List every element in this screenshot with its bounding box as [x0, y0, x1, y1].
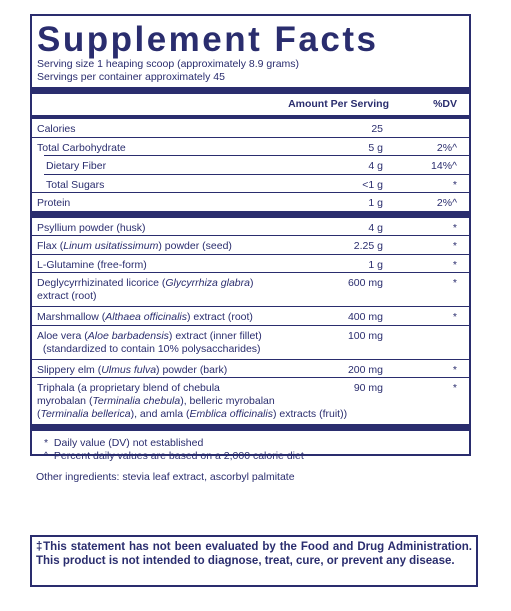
ingredient-name: L-Glutamine (free-form): [37, 258, 147, 271]
nutrient-amount: 4 g: [368, 160, 383, 172]
ingredient-rows: [32, 218, 469, 425]
nutrient-dv: 14%^: [431, 160, 457, 172]
thick-rule: [32, 424, 469, 431]
ingredient-name: Deglycyrrhizinated licorice (Glycyrrhiza glabra) extract (root): [37, 277, 254, 302]
nutrient-row: [32, 138, 469, 156]
footnotes: [32, 431, 469, 462]
footnote-text: Daily value (DV) not established: [53, 437, 204, 449]
serving-size: Serving size 1 heaping scoop (approximately 8.9 grams): [37, 58, 300, 70]
ingredient-row: [32, 218, 469, 236]
nutrient-dv: 2%^: [436, 197, 457, 209]
nutrient-row: [32, 119, 469, 137]
ingredient-amount: 100 mg: [347, 329, 383, 342]
ingredient-amount: 4 g: [368, 221, 383, 234]
nutrient-row: [32, 156, 469, 174]
ingredient-row: [32, 273, 469, 306]
table-header: [32, 94, 469, 115]
nutrient-name: Calories: [37, 123, 76, 135]
ingredient-row: [32, 326, 469, 359]
fda-disclaimer: ‡This statement has not been evaluated by the Food and Drug Administration. This product is not intended to diagnose, treat, cure, or prevent any disease.: [30, 535, 478, 587]
ingredient-name: Flax (Linum usitatissimum) powder (seed): [37, 240, 232, 252]
ingredient-name: Psyllium powder (husk): [37, 221, 146, 234]
ingredient-dv: *: [452, 258, 457, 271]
footnote-symbol: *: [43, 437, 49, 449]
ingredient-name: Aloe vera (Aloe barbadensis) extract (inner fillet) (standardized to contain 10% polysaccharides): [37, 329, 262, 355]
ingredient-row: [32, 360, 469, 378]
ingredient-name: Marshmallow (Althaea officinalis) extract (root): [37, 311, 253, 323]
ingredient-amount: 200 mg: [347, 363, 383, 376]
nutrient-row: [32, 193, 469, 211]
nutrient-name: Total Sugars: [46, 178, 105, 191]
servings-per-container: Servings per container approximately 45: [37, 71, 225, 83]
nutrient-amount: <1 g: [362, 178, 383, 191]
other-ingredients: Other ingredients: stevia leaf extract, ascorbyl palmitate: [36, 471, 295, 483]
ingredient-row: [32, 378, 469, 424]
footnote-dv: [41, 437, 469, 450]
ingredient-row: [32, 307, 469, 325]
ingredient-row: [32, 236, 469, 254]
nutrient-dv: *: [452, 178, 457, 191]
nutrient-row: [32, 175, 469, 193]
thick-rule: [32, 211, 469, 218]
nutrient-rows: [32, 119, 469, 211]
ingredient-dv: *: [452, 311, 457, 323]
ingredient-amount: 90 mg: [353, 382, 383, 394]
amount-header: Amount Per Serving: [288, 98, 389, 110]
nutrient-name: Dietary Fiber: [46, 160, 107, 172]
ingredient-dv: *: [452, 221, 457, 234]
nutrient-amount: 1 g: [368, 197, 383, 209]
nutrient-dv: 2%^: [436, 141, 457, 154]
dv-header: %DV: [433, 98, 457, 110]
ingredient-amount: 600 mg: [347, 277, 383, 289]
ingredient-amount: 400 mg: [347, 311, 383, 323]
ingredient-name: Slippery elm (Ulmus fulva) powder (bark): [37, 363, 228, 376]
ingredient-row: [32, 255, 469, 273]
ingredient-dv: *: [452, 240, 457, 252]
ingredient-amount: 1 g: [368, 258, 383, 271]
footnote-calorie: [41, 450, 469, 463]
ingredient-dv: *: [452, 277, 457, 289]
thick-rule: [32, 87, 469, 94]
nutrient-name: Protein: [37, 197, 71, 209]
nutrient-name: Total Carbohydrate: [37, 141, 126, 154]
nutrient-amount: 25: [371, 123, 383, 135]
ingredient-amount: 2.25 g: [353, 240, 383, 252]
panel-title: Supplement Facts: [37, 20, 379, 59]
nutrient-amount: 5 g: [368, 141, 383, 154]
footnote-text: Percent daily values are based on a 2,000 calorie diet: [53, 449, 304, 462]
ingredient-dv: *: [452, 382, 457, 394]
supplement-facts-panel: [30, 14, 471, 462]
ingredient-dv: *: [452, 363, 457, 376]
ingredient-name: Triphala (a proprietary blend of chebula myrobalan (Terminalia chebula), belleric myrobalan (Terminalia bellerica), and amla (Emblica officinalis) extracts (fruit)): [37, 382, 348, 420]
footnote-symbol: ^: [43, 449, 49, 462]
